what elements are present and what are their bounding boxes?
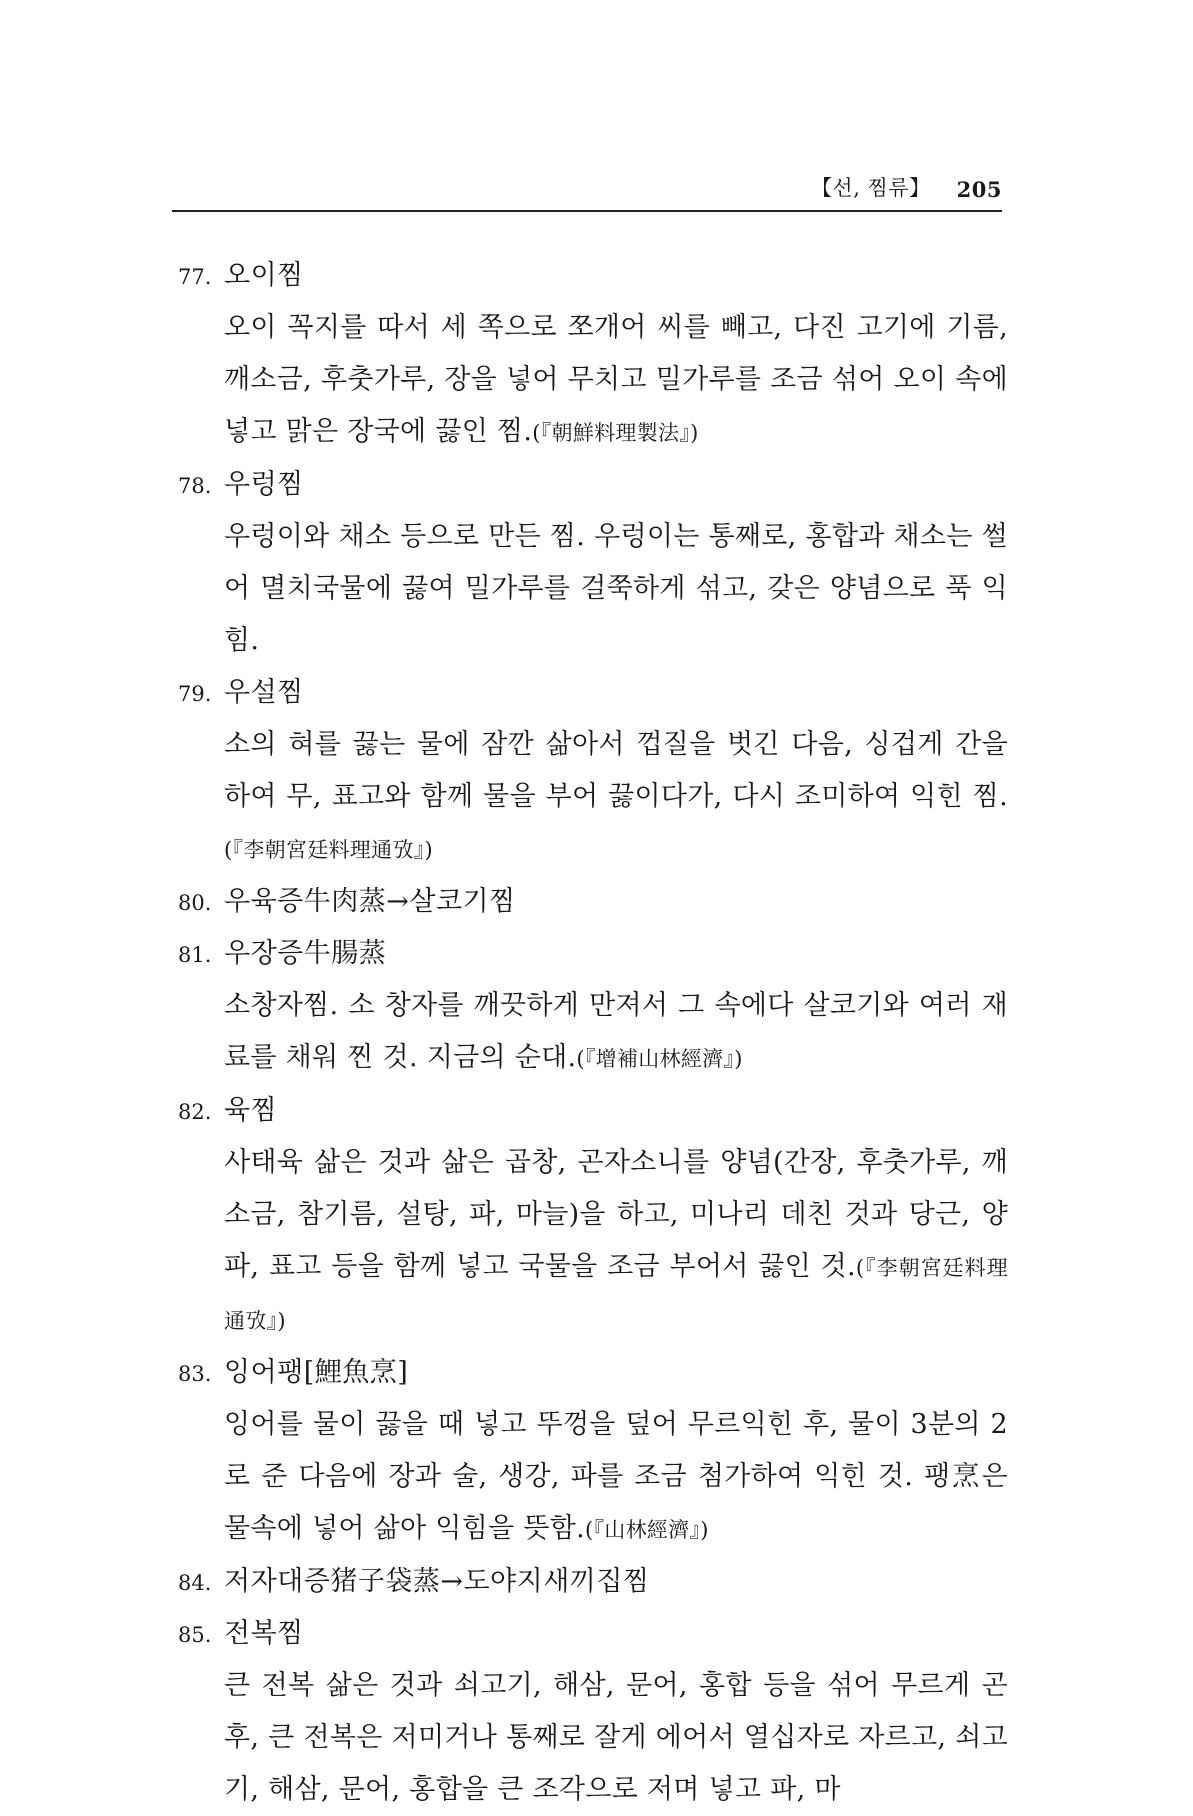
- entry-title: 전복찜: [224, 1618, 304, 1649]
- running-header: [172, 168, 1002, 212]
- entry-text: 우렁이와 채소 등으로 만든 찜. 우렁이는 통째로, 홍합과 채소는 썰어 멸치국물에 끓여 밀가루를 걸쭉하게 섞고, 갖은 양념으로 푹 익힘.: [224, 521, 1008, 656]
- entry-85: [178, 1608, 1008, 1816]
- entry-citation: (『李朝宮廷料理通攷』): [224, 1256, 1008, 1333]
- entry-heading: [178, 1085, 1008, 1137]
- entry-82: [178, 1085, 1008, 1347]
- entry-heading: [178, 1347, 1008, 1399]
- page-number: 205: [956, 177, 1002, 202]
- entry-79: [178, 667, 1008, 876]
- entry-body: [224, 511, 1008, 667]
- entry-number: 84.: [178, 1571, 212, 1595]
- entry-number: 81.: [178, 943, 212, 967]
- entry-text: 소창자찜. 소 창자를 깨끗하게 만져서 그 속에다 살코기와 여러 재료를 채워 찐 것. 지금의 순대.: [224, 990, 1008, 1073]
- entry-78: [178, 459, 1008, 667]
- entry-number: 83.: [178, 1362, 212, 1386]
- entry-title: 저자대증猪子袋蒸→도야지새끼집찜: [224, 1566, 650, 1597]
- entry-80: [178, 876, 1008, 928]
- entry-77: [178, 250, 1008, 459]
- entry-title: 우설찜: [224, 677, 304, 708]
- entry-number: 79.: [178, 682, 212, 706]
- entry-citation: (『山林經濟』): [585, 1518, 709, 1542]
- entry-body: [224, 1399, 1008, 1556]
- section-label: 【선, 찜류】: [810, 176, 931, 200]
- entry-body: [224, 980, 1008, 1085]
- entry-heading: [178, 1608, 1008, 1660]
- entry-number: 82.: [178, 1100, 212, 1124]
- entry-title: 우장증牛腸蒸: [224, 938, 387, 969]
- entry-body: [224, 302, 1008, 459]
- entry-number: 80.: [178, 891, 212, 915]
- entry-title: 육찜: [224, 1095, 278, 1126]
- entry-body: [224, 1660, 1008, 1816]
- entry-83: [178, 1347, 1008, 1556]
- entry-heading: [178, 459, 1008, 511]
- entry-text: 큰 전복 삶은 것과 쇠고기, 해삼, 문어, 홍합 등을 섞어 무르게 곤 후, 큰 전복은 저미거나 통째로 잘게 에어서 열십자로 자르고, 쇠고기, 해삼, 문어, 홍합을 큰 조각으로 저며 넣고 파, 마: [224, 1670, 1008, 1805]
- entry-number: 77.: [178, 265, 212, 289]
- entry-body: [224, 1137, 1008, 1347]
- entry-citation: (『增補山林經濟』): [576, 1047, 743, 1071]
- entry-text: 사태육 삶은 것과 삶은 곱창, 곤자소니를 양념(간장, 후춧가루, 깨소금, 참기름, 설탕, 파, 마늘)을 하고, 미나리 데친 것과 당근, 양파, 표고 등을 함께 넣고 국물을 조금 부어서 끓인 것.: [224, 1147, 1008, 1282]
- entry-number: 78.: [178, 474, 212, 498]
- entry-text: 소의 혀를 끓는 물에 잠깐 삶아서 껍질을 벗긴 다음, 싱겁게 간을 하여 무, 표고와 함께 물을 부어 끓이다가, 다시 조미하여 익힌 찜.: [224, 729, 1008, 812]
- entry-heading: [178, 928, 1008, 980]
- entry-84: [178, 1556, 1008, 1608]
- entry-text: 오이 꼭지를 따서 세 쪽으로 쪼개어 씨를 빼고, 다진 고기에 기름, 깨소금, 후춧가루, 장을 넣어 무치고 밀가루를 조금 섞어 오이 속에 넣고 맑은 장국에 끓인 찜.: [224, 312, 1008, 447]
- entry-heading: [178, 250, 1008, 302]
- entry-title: 우렁찜: [224, 469, 304, 500]
- entry-citation: (『李朝宮廷料理通攷』): [224, 838, 433, 862]
- entry-title: 우육증牛肉蒸→살코기찜: [224, 886, 516, 917]
- entry-text: 잉어를 물이 끓을 때 넣고 뚜껑을 덮어 무르익힌 후, 물이 3분의 2로 준 다음에 장과 술, 생강, 파를 조금 첨가하여 익힌 것. 팽烹은 물속에 넣어 삶아 익힘을 뜻함.: [224, 1409, 1008, 1544]
- entry-heading: [178, 1556, 1008, 1608]
- entry-number: 85.: [178, 1623, 212, 1647]
- entry-list: [178, 250, 1008, 1816]
- entry-heading: [178, 667, 1008, 719]
- entry-title: 오이찜: [224, 260, 304, 291]
- entry-citation: (『朝鮮料理製法』): [532, 421, 699, 445]
- entry-title: 잉어팽[鯉魚烹]: [224, 1357, 409, 1388]
- entry-heading: [178, 876, 1008, 928]
- entry-81: [178, 928, 1008, 1085]
- entry-body: [224, 719, 1008, 876]
